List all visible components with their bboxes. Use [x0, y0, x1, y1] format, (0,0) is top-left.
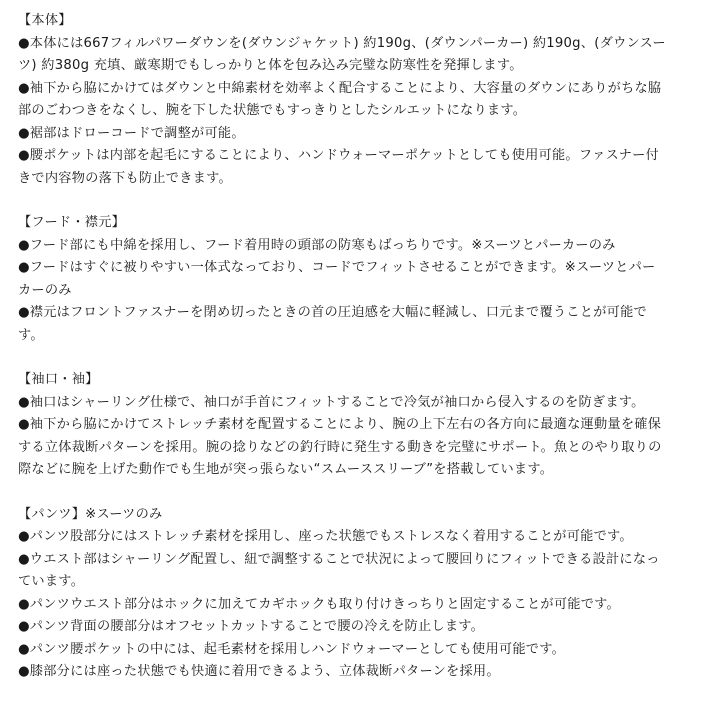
text-line: ●膝部分には座った状態でも快適に着用できるよう、立体裁断パターンを採用。 — [18, 664, 500, 679]
section-cuff-sleeve — [18, 369, 690, 482]
section-heading: 【フード・襟元】 — [18, 215, 126, 230]
text-line: する立体裁断パターンを採用。腕の捻りなどの釣行時に発生する動きを完璧にサポート。魚とのやり取りの — [18, 439, 662, 455]
text-line: ●フード部にも中綿を採用し、フード着用時の頭部の防寒もばっちりです。※スーツとパーカーのみ — [18, 237, 616, 253]
text-line: ツ) 約380g 充填、厳寒期でもしっかりと体を包み込み完璧な防寒性を発揮します。 — [18, 58, 523, 73]
section-hood-collar — [18, 212, 690, 347]
text-line: きで内容物の落下も防止できます。 — [18, 170, 232, 186]
text-line: 際などに腕を上げた動作でも生地が突っ張らない“スムーススリーブ”を搭載しています。 — [18, 462, 554, 477]
section-heading: 【パンツ】※スーツのみ — [18, 506, 163, 522]
text-line: ●襟元はフロントファスナーを閉め切ったときの首の圧迫感を大幅に軽減し、口元まで覆うことが可能で — [18, 305, 647, 320]
text-line: す。 — [18, 327, 44, 343]
text-line: ●パンツ背面の腰部分はオフセットカットすることで腰の冷えを防止します。 — [18, 619, 485, 634]
text-line: ●パンツ腰ポケットの中には、起毛素材を採用しハンドウォーマーとしても使用可能です。 — [18, 641, 566, 657]
text-line: ています。 — [18, 574, 85, 589]
text-line: ●ウエスト部はシャーリング配置し、紐で調整することで状況によって腰回りにフィットできる設計になっ — [18, 551, 660, 567]
text-line: ●腰ポケットは内部を起毛にすることにより、ハンドウォーマーポケットとしても使用可能。ファスナー付 — [18, 148, 659, 163]
section-heading: 【本体】 — [18, 13, 72, 28]
text-line: ●袖下から脇にかけてはダウンと中綿素材を効率よく配合することにより、大容量のダウンにありがちな脇 — [18, 80, 662, 96]
text-line: ●フードはすぐに被りやすい一体式なっており、コードでフィットさせることができます。※スーツとパー — [18, 260, 656, 275]
text-line: 部のごわつきをなくし、腕を下した状態でもすっきりとしたシルエットになります。 — [18, 103, 527, 118]
product-description — [18, 10, 690, 706]
text-line: ●本体には667フィルパワーダウンを(ダウンジャケット) 約190g、(ダウンパーカー) 約190g、(ダウンスー — [18, 35, 666, 51]
text-line: カーのみ — [18, 282, 72, 298]
section-body — [18, 10, 690, 190]
section-heading: 【袖口・袖】 — [18, 372, 99, 387]
text-line: ●袖口はシャーリング仕様で、袖口が手首にフィットすることで冷気が袖口から侵入するのを防ぎます。 — [18, 394, 645, 410]
text-line: ●パンツ股部分にはストレッチ素材を採用し、座った状態でもストレスなく着用することが可能です。 — [18, 529, 633, 544]
section-pants — [18, 504, 690, 684]
text-line: ●袖下から脇にかけてストレッチ素材を配置することにより、腕の上下左右の各方向に最適な運動量を確保 — [18, 417, 662, 432]
text-line: ●パンツウエスト部分はホックに加えてカギホックも取り付けきっちりと固定することが可能です。 — [18, 596, 620, 612]
text-line: ●裾部はドローコードで調整が可能。 — [18, 125, 245, 141]
